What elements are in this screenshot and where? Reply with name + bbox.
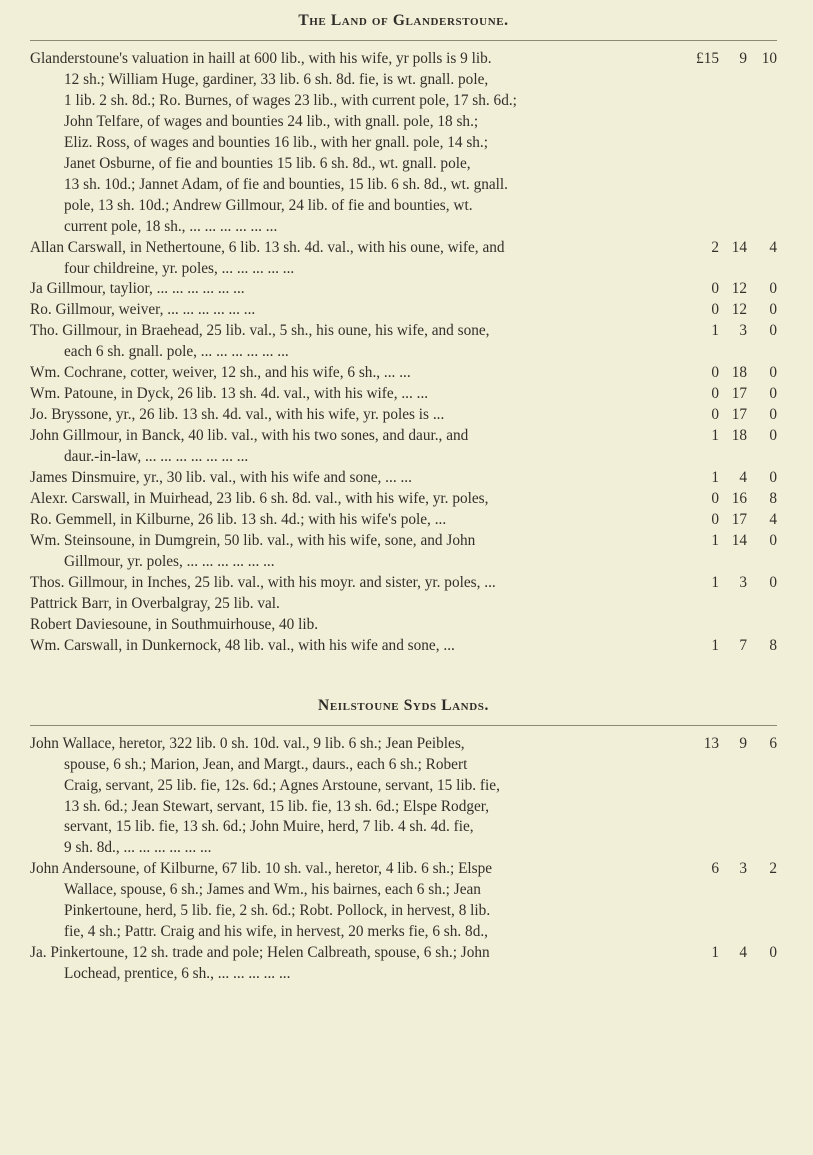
- entry-pounds: 1: [711, 573, 719, 591]
- entry-text: Ro. Gemmell, in Kilburne, 26 lib. 13 sh. 4d.; with his wife's pole, ...: [30, 510, 447, 528]
- entry-text: Jo. Bryssone, yr., 26 lib. 13 sh. 4d. val., with his wife, yr. poles is ...: [30, 406, 445, 424]
- entry-pence: 2: [769, 860, 777, 878]
- section-spacer: [30, 657, 777, 697]
- table-row: [30, 279, 777, 300]
- table-row: [30, 321, 777, 363]
- entry-text: John Gillmour, in Banck, 40 lib. val., with his two sones, and daur., and daur.-in-law, ... ... ... ... ... ... ...: [30, 427, 469, 466]
- entry-shillings: 3: [739, 860, 747, 878]
- table-row: [30, 238, 777, 280]
- entry-shillings: 3: [739, 322, 747, 340]
- entry-text: Alexr. Carswall, in Muirhead, 23 lib. 6 sh. 8d. val., with his wife, yr. poles,: [30, 490, 489, 508]
- entry-pounds: 0: [711, 301, 719, 319]
- entry-pounds: 13: [703, 734, 719, 752]
- table-row: [30, 384, 777, 405]
- entry-pence: [747, 594, 777, 615]
- section-glanderstoune: [30, 12, 777, 657]
- entry-pence: 10: [761, 50, 777, 67]
- entry-pence: 0: [769, 322, 777, 340]
- entry-pence: 4: [769, 238, 777, 256]
- section-divider: [30, 40, 777, 41]
- entry-shillings: [719, 594, 747, 615]
- entry-text: Glanderstoune's valuation in haill at 600 lib., with his wife, yr polls is 9 lib. 12 sh.; William Huge, gardiner, 33 lib. 6 sh. 8d. fie, is wt. gnall. pole, 1 lib. 2 sh. 8d.; Ro. Burnes, of wages 23 lib., with current pole, 17 sh. 6d.; John Telfare, of wages and bounties 24 lib., with gnall. pole, 18 sh.; Eliz. Ross, of wages and bounties 16 lib., with her gnall. pole, 14 sh.; Janet Osburne, of fie and bounties 15 lib. 6 sh. 8d., wt. gnall. pole, 13 sh. 10d.; Jannet Adam, of fie and bounties, 15 lib. 6 sh. 8d., wt. gnall. pole, 13 sh. 10d.; Andrew Gillmour, 24 lib. of fie and bounties, wt. current pole, 18 sh., ... ... ... ... ... ...: [30, 50, 517, 235]
- entry-pence: 6: [769, 734, 777, 752]
- entries-table-neilstoune: [30, 734, 777, 985]
- entries-body: [30, 49, 777, 657]
- entry-pence: 0: [769, 301, 777, 319]
- entry-text: Ja. Pinkertoune, 12 sh. trade and pole; Helen Calbreath, spouse, 6 sh.; John Lochead, prentice, 6 sh., ... ... ... ... ...: [30, 944, 490, 983]
- entry-text: Wm. Cochrane, cotter, weiver, 12 sh., and his wife, 6 sh., ... ...: [30, 364, 411, 382]
- table-row: [30, 573, 777, 594]
- table-row: [30, 489, 777, 510]
- table-row: [30, 734, 777, 860]
- entry-pounds: 6: [711, 860, 719, 878]
- table-row: [30, 405, 777, 426]
- section-heading: The Land of Glanderstoune.: [298, 12, 509, 29]
- entry-text: Wm. Carswall, in Dunkernock, 48 lib. val., with his wife and sone, ...: [30, 636, 455, 654]
- entry-text: Allan Carswall, in Nethertoune, 6 lib. 13 sh. 4d. val., with his oune, wife, and four childreine, yr. poles, ... ... ... ... ...: [30, 238, 505, 277]
- entry-pence: 0: [769, 573, 777, 591]
- entry-shillings: [719, 615, 747, 636]
- entry-text: John Wallace, heretor, 322 lib. 0 sh. 10d. val., 9 lib. 6 sh.; Jean Peibles, spouse, 6 sh.; Marion, Jean, and Margt., daurs., each 6 sh.; Robert Craig, servant, 25 lib. fie, 12s. 6d.; Agnes Arstoune, servant, 15 lib. fie, 13 sh. 6d.; Jean Stewart, servant, 15 lib. fie, 13 sh. 6d.; Elspe Rodger, servant, 15 lib. fie, 13 sh. 6d.; John Muire, herd, 7 lib. 4 sh. 4d. fie, 9 sh. 8d., ... ... ... ... ... ...: [30, 734, 500, 857]
- entry-pounds: [677, 594, 719, 615]
- section-neilstoune: [30, 697, 777, 985]
- section-heading: Neilstoune Syds Lands.: [318, 696, 489, 714]
- entry-pence: 0: [769, 531, 777, 549]
- entry-shillings: 12: [731, 280, 747, 298]
- table-row: [30, 531, 777, 573]
- entry-text: Wm. Steinsoune, in Dumgrein, 50 lib. val., with his wife, sone, and John Gillmour, yr. poles, ... ... ... ... ... ...: [30, 531, 476, 570]
- table-row: [30, 49, 777, 238]
- entry-pence: 0: [769, 469, 777, 487]
- entry-pounds: 0: [711, 406, 719, 424]
- entry-pence: 4: [769, 510, 777, 528]
- entry-shillings: 16: [731, 490, 747, 508]
- section-divider: [30, 725, 777, 726]
- entry-shillings: 3: [739, 573, 747, 591]
- table-row: [30, 468, 777, 489]
- entry-text: Pattrick Barr, in Overbalgray, 25 lib. val.: [30, 594, 280, 612]
- entry-pounds: 1: [711, 469, 719, 487]
- entry-shillings: 7: [739, 636, 747, 654]
- entry-pounds: 0: [711, 280, 719, 298]
- entry-pence: 0: [769, 406, 777, 424]
- entry-pounds: 0: [711, 510, 719, 528]
- table-row: [30, 615, 777, 636]
- entry-pounds: 1: [711, 944, 719, 962]
- table-row: [30, 636, 777, 657]
- entry-pounds: 0: [711, 364, 719, 382]
- entries-body: [30, 734, 777, 985]
- entry-shillings: 17: [731, 510, 747, 528]
- entry-pounds: 2: [711, 238, 719, 256]
- entry-pence: 8: [769, 636, 777, 654]
- entry-shillings: 9: [739, 50, 747, 67]
- entry-shillings: 9: [739, 734, 747, 752]
- entry-pounds: £15: [696, 50, 719, 67]
- entry-pounds: 0: [711, 490, 719, 508]
- table-row: [30, 426, 777, 468]
- table-row: [30, 594, 777, 615]
- entry-shillings: 17: [731, 406, 747, 424]
- table-row: [30, 300, 777, 321]
- entry-pounds: 0: [711, 385, 719, 403]
- entry-pounds: 1: [711, 322, 719, 340]
- entry-pounds: [677, 615, 719, 636]
- entry-shillings: 12: [731, 301, 747, 319]
- entry-text: John Andersoune, of Kilburne, 67 lib. 10 sh. val., heretor, 4 lib. 6 sh.; Elspe Wallace, spouse, 6 sh.; James and Wm., his bairnes, each 6 sh.; Jean Pinkertoune, herd, 5 lib. fie, 2 sh. 6d.; Robt. Pollock, in hervest, 8 lib. fie, 4 sh.; Pattr. Craig and his wife, in hervest, 20 merks fie, 6 sh. 8d.,: [30, 860, 493, 941]
- entry-pence: 0: [769, 944, 777, 962]
- entry-pence: 8: [769, 490, 777, 508]
- entry-pounds: 1: [711, 531, 719, 549]
- table-row: [30, 363, 777, 384]
- entry-shillings: 18: [731, 427, 747, 445]
- entry-shillings: 4: [739, 469, 747, 487]
- entry-text: James Dinsmuire, yr., 30 lib. val., with his wife and sone, ... ...: [30, 469, 412, 487]
- table-row: [30, 510, 777, 531]
- entries-table-glanderstoune: [30, 49, 777, 657]
- table-row: [30, 943, 777, 985]
- entry-text: Wm. Patoune, in Dyck, 26 lib. 13 sh. 4d. val., with his wife, ... ...: [30, 385, 429, 403]
- entry-shillings: 14: [731, 238, 747, 256]
- entry-pence: 0: [769, 385, 777, 403]
- entry-text: Ro. Gillmour, weiver, ... ... ... ... ... ...: [30, 301, 256, 319]
- entry-pence: 0: [769, 427, 777, 445]
- entry-shillings: 17: [731, 385, 747, 403]
- entry-pounds: 1: [711, 427, 719, 445]
- entry-pounds: 1: [711, 636, 719, 654]
- entry-pence: 0: [769, 364, 777, 382]
- entry-text: Tho. Gillmour, in Braehead, 25 lib. val., 5 sh., his oune, his wife, and sone, each 6 sh. gnall. pole, ... ... ... ... ... ...: [30, 322, 490, 361]
- entry-text: Robert Daviesoune, in Southmuirhouse, 40 lib.: [30, 615, 319, 633]
- entry-shillings: 14: [731, 531, 747, 549]
- entry-shillings: 18: [731, 364, 747, 382]
- entry-shillings: 4: [739, 944, 747, 962]
- entry-pence: [747, 615, 777, 636]
- entry-pence: 0: [769, 280, 777, 298]
- entry-text: Ja Gillmour, taylior, ... ... ... ... ... ...: [30, 280, 245, 298]
- table-row: [30, 859, 777, 943]
- entry-text: Thos. Gillmour, in Inches, 25 lib. val., with his moyr. and sister, yr. poles, ...: [30, 573, 496, 591]
